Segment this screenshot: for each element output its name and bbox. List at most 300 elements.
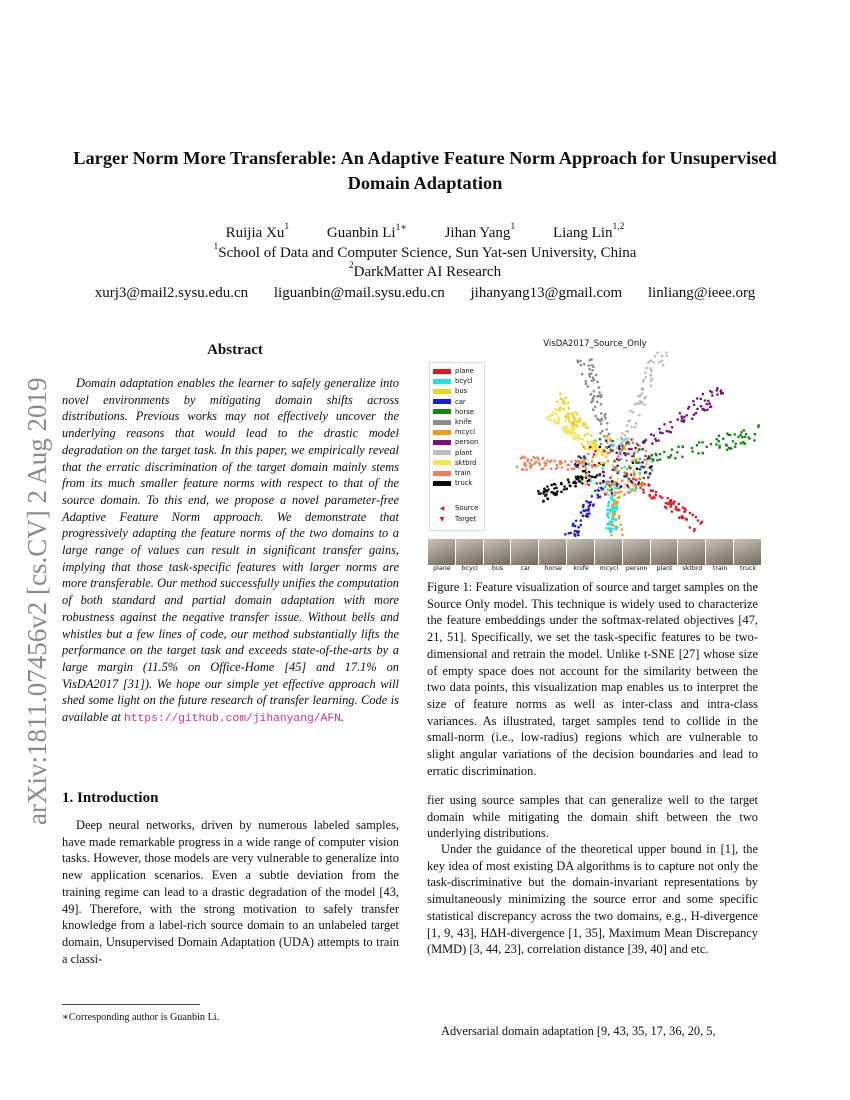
legend-label: train [455,469,471,477]
scatter-point [614,519,617,522]
scatter-point [594,415,597,418]
scatter-point [645,463,648,466]
scatter-point [582,514,585,517]
scatter-point [650,460,653,463]
scatter-point [740,442,743,445]
scatter-point [689,526,692,529]
thumbnail-person [623,539,651,565]
scatter-point [709,406,712,409]
scatter-point [621,448,624,451]
scatter-point [596,401,599,404]
scatter-point [617,497,620,500]
scatter-point [584,423,587,426]
scatter-point [594,476,597,479]
scatter-point [663,423,666,426]
scatter-point [588,368,591,371]
scatter-point [568,407,571,410]
scatter-point [605,527,608,530]
scatter-point [700,398,703,401]
scatter-point [659,431,662,434]
scatter-point [639,487,642,490]
legend-swatch [433,420,451,425]
legend-label: sktbrd [455,458,477,467]
scatter-point [628,448,631,451]
thumbnail-label: car [520,565,531,572]
scatter-point [741,436,744,439]
scatter-point [670,503,673,506]
scatter-point [645,471,648,474]
scatter-point [688,406,691,409]
scatter-point [583,455,586,458]
scatter-point [649,475,652,478]
scatter-point [587,483,590,486]
scatter-point [599,432,602,435]
legend-swatch [433,369,451,374]
scatter-point [643,404,646,407]
scatter-point [552,413,555,416]
scatter-point [571,412,574,415]
scatter-point [638,445,641,448]
figure-legend [429,362,485,531]
scatter-point [641,448,644,451]
scatter-point [574,535,577,538]
scatter-point [560,482,563,485]
email: linliang@ieee.org [647,285,756,301]
code-link[interactable]: https://github.com/jihanyang/AFN [123,713,341,726]
scatter-point [617,455,620,458]
scatter-point [577,464,580,467]
scatter-point [578,461,581,464]
scatter-point [681,456,684,459]
scatter-point [696,444,699,447]
scatter-point [696,408,699,411]
scatter-point [726,448,729,451]
scatter-point [579,360,582,363]
scatter-point [625,448,628,451]
scatter-point [588,462,591,465]
scatter-point [603,415,606,418]
scatter-point [618,491,621,494]
scatter-point [611,492,614,495]
thumbnail-label: sktbrd [682,565,703,572]
scatter-point [743,429,746,432]
scatter-point [742,441,745,444]
scatter-point [576,359,579,362]
scatter-point [599,438,602,441]
scatter-point [600,423,603,426]
scatter-point [623,486,626,489]
scatter-point [597,494,600,497]
scatter-point [549,419,552,422]
scatter-point [581,443,584,446]
scatter-point [582,424,585,427]
scatter-point [604,492,607,495]
scatter-point [567,478,570,481]
legend-item-car [433,398,466,406]
scatter-point [612,444,615,447]
scatter-point [642,388,645,391]
scatter-point [618,483,621,486]
scatter-point [681,446,684,449]
scatter-point [592,408,595,411]
scatter-point [592,504,595,507]
scatter-point [595,482,598,485]
scatter-point [596,453,599,456]
scatter-point [606,422,609,425]
scatter-point [648,494,651,497]
scatter-point [621,528,624,531]
scatter-point [728,447,731,450]
scatter-point [715,438,718,441]
thumbnail-horse [539,539,567,565]
thumbnail-label: knife [573,565,589,572]
scatter-point [616,505,619,508]
scatter-point [665,507,668,510]
scatter-point [537,490,540,493]
scatter-point [556,490,559,493]
scatter-point [611,483,614,486]
scatter-point [642,466,645,469]
scatter-point [625,459,628,462]
scatter-point [670,454,673,457]
scatter-point [603,450,606,453]
scatter-point [542,500,545,503]
scatter-point [602,480,605,483]
scatter-point [595,374,598,377]
scatter-point [624,434,627,437]
scatter-point [523,462,526,465]
scatter-point [747,436,750,439]
email-list [40,285,810,302]
scatter-point [574,480,577,483]
scatter-point [656,352,659,355]
scatter-point [629,466,632,469]
scatter-point [650,433,653,436]
scatter-point [610,488,613,491]
scatter-point [691,450,694,453]
scatter-point [600,396,603,399]
scatter-point [559,463,562,466]
scatter-point [706,403,709,406]
scatter-point [635,488,638,491]
scatter-point [557,420,560,423]
scatter-point [599,474,602,477]
scatter-point [739,434,742,437]
scatter-point [635,422,638,425]
scatter-point [591,460,594,463]
scatter-point [691,417,694,420]
scatter-point [729,434,732,437]
scatter-point [726,432,729,435]
scatter-point [550,467,553,470]
scatter-point [580,519,583,522]
scatter-point [720,390,723,393]
scatter-point [643,397,646,400]
scatter-point [585,467,588,470]
scatter-point [594,489,597,492]
scatter-point [649,466,652,469]
scatter-point [683,419,686,422]
scatter-point [630,448,633,451]
scatter-point [544,464,547,467]
scatter-point [673,500,676,503]
scatter-point [689,512,692,515]
scatter-point [601,430,604,433]
scatter-point [606,483,609,486]
scatter-point [591,369,594,372]
scatter-point [581,482,584,485]
scatter-point [571,468,574,471]
scatter-point [717,440,720,443]
scatter-point [679,412,682,415]
scatter-point [602,467,605,470]
scatter-point [710,443,713,446]
scatter-point [554,494,557,497]
scatter-point [643,442,646,445]
legend-item-plant [433,449,472,457]
scatter-point [583,476,586,479]
scatter-point [604,417,607,420]
thumbnail-sktbrd [678,539,706,565]
scatter-point [584,434,587,437]
scatter-point [573,438,576,441]
scatter-point [626,424,629,427]
legend-item-bcycl [433,377,473,385]
legend-label: mcycl [455,428,476,437]
legend-swatch [433,440,451,445]
arxiv-stamp [8,290,68,830]
scatter-point [671,510,674,513]
scatter-point [584,483,587,486]
intro-paragraph: Deep neural networks, driven by numerous labeled samples, have made remarkable progress in a wide range of computer vision tasks. However, those models are very vulnerable to generalize into new application scenarios. Even a subtle deviation from the training regime can lead to a drastic degradation of the model [43, 49]. Therefore, with the strong motivation to safely transfer knowledge from a label-rich source domain to an unlabeled target domain, Unsupervised Domain Adaptation (UDA) attempts to train a classi- [62,818,399,966]
scatter-point [554,460,557,463]
scatter-point [650,384,653,387]
email: liguanbin@mail.sysu.edu.cn [273,285,445,301]
scatter-point [587,509,590,512]
scatter-point [643,458,646,461]
scatter-point [584,447,587,450]
scatter-point [536,456,539,459]
scatter-point [530,459,533,462]
scatter-point [652,434,655,437]
body-paragraph: Adversarial domain adaptation [9, 43, 35, 17, 36, 20, 5, [441,1024,716,1038]
scatter-point [635,479,638,482]
arxiv-id: arXiv:1811.07456v2 [cs.CV] 2 Aug 2019 [22,377,52,825]
scatter-point [608,452,611,455]
scatter-point [580,364,583,367]
scatter-point [555,468,558,471]
scatter-point [550,459,553,462]
scatter-point [709,402,712,405]
scatter-point [592,365,595,368]
scatter-point [576,413,579,416]
scatter-point [639,458,642,461]
scatter-point [676,509,679,512]
scatter-point [674,457,677,460]
scatter-point [651,442,654,445]
scatter-point [568,412,571,415]
scatter-point [520,457,523,460]
scatter-point [661,432,664,435]
thumbnail-label: plane [433,565,451,572]
scatter-point [611,524,614,527]
scatter-point [632,455,635,458]
scatter-point [696,397,699,400]
scatter-point [589,393,592,396]
scatter-point [661,355,664,358]
scatter-point [589,375,592,378]
affiliation-2: $^2$DarkMatter AI Research [348,261,502,280]
scatter-point [639,468,642,471]
scatter-point [617,487,620,490]
scatter-point [577,526,580,529]
scatter-point [580,511,583,514]
scatter-point [591,495,594,498]
legend-swatch [433,481,451,486]
scatter-point [594,464,597,467]
scatter-point [671,448,674,451]
scatter-point [740,431,743,434]
scatter-point [600,418,603,421]
scatter-point [593,390,596,393]
scatter-point [581,464,584,467]
scatter-point [526,460,529,463]
scatter-point [603,462,606,465]
scatter-point [562,408,565,411]
scatter-point [592,456,595,459]
scatter-point [702,408,705,411]
scatter-point [586,433,589,436]
legend-label: truck [455,479,473,488]
scatter-point [547,488,550,491]
scatter-point [614,527,617,530]
scatter-point [554,483,557,486]
scatter-point [649,360,652,363]
scatter-point [583,363,586,366]
scatter-point [678,516,681,519]
scatter-point [616,482,619,485]
scatter-point [606,509,609,512]
scatter-point [569,421,572,424]
scatter-point [595,446,598,449]
scatter-point [588,512,591,515]
scatter-point [616,438,619,441]
scatter-point [614,491,617,494]
scatter-point [627,430,630,433]
scatter-point [570,460,573,463]
scatter-point [605,446,608,449]
scatter-point [657,439,660,442]
legend-label: bcycl [455,377,473,386]
scatter-point [577,434,580,437]
scatter-point [574,418,577,421]
scatter-point [597,496,600,499]
scatter-point [555,413,558,416]
scatter-point [588,475,591,478]
scatter-point [692,400,695,403]
scatter-point [610,534,613,537]
thumbnail-label: truck [739,565,757,572]
scatter-point [675,506,678,509]
email: xurj3@mail2.sysu.edu.cn [94,285,249,301]
scatter-point [634,403,637,406]
scatter-point [562,399,565,402]
scatter-point [623,493,626,496]
scatter-point [647,483,650,486]
scatter-point [544,495,547,498]
scatter-point [757,426,760,429]
scatter-point [590,434,593,437]
scatter-point [559,460,562,463]
scatter-point [656,459,659,462]
scatter-point [554,408,557,411]
scatter-point [652,489,655,492]
scatter-point [539,463,542,466]
scatter-point [702,452,705,455]
scatter-point [613,460,616,463]
scatter-point [586,459,589,462]
scatter-point [618,515,621,518]
scatter-point [621,432,624,435]
scatter-point [686,414,689,417]
scatter-point [555,487,558,490]
legend-label: plane [455,367,474,375]
scatter-point [642,491,645,494]
scatter-point [574,485,577,488]
scatter-point [583,460,586,463]
scatter-point [574,411,577,414]
scatter-point [637,450,640,453]
scatter-point [565,417,568,420]
scatter-point [533,463,536,466]
scatter-point [596,418,599,421]
scatter-point [591,380,594,383]
scatter-point [610,475,613,478]
scatter-point [567,468,570,471]
scatter-point [556,409,559,412]
scatter-point [556,401,559,404]
scatter-point [626,468,629,471]
scatter-point [637,395,640,398]
thumbnail-plane [428,539,456,565]
scatter-point [650,374,653,377]
scatter-point [516,465,519,468]
scatter-point [559,393,562,396]
scatter-point [716,387,719,390]
scatter-point [600,403,603,406]
scatter-point [614,501,617,504]
thumbnail-knife [567,539,595,565]
scatter-point [612,464,615,467]
scatter-point [683,416,686,419]
scatter-point [678,503,681,506]
scatter-point [578,417,581,420]
scatter-point [632,461,635,464]
scatter-point [704,399,707,402]
scatter-point [706,408,709,411]
scatter-point [623,445,626,448]
scatter-point [574,525,577,528]
scatter-point [632,411,635,414]
scatter-point [618,447,621,450]
scatter-point [600,462,603,465]
scatter-point [616,458,619,461]
scatter-point [534,457,537,460]
scatter-point [619,523,622,526]
scatter-point [666,355,669,358]
scatter-point [585,426,588,429]
scatter-point [670,431,673,434]
